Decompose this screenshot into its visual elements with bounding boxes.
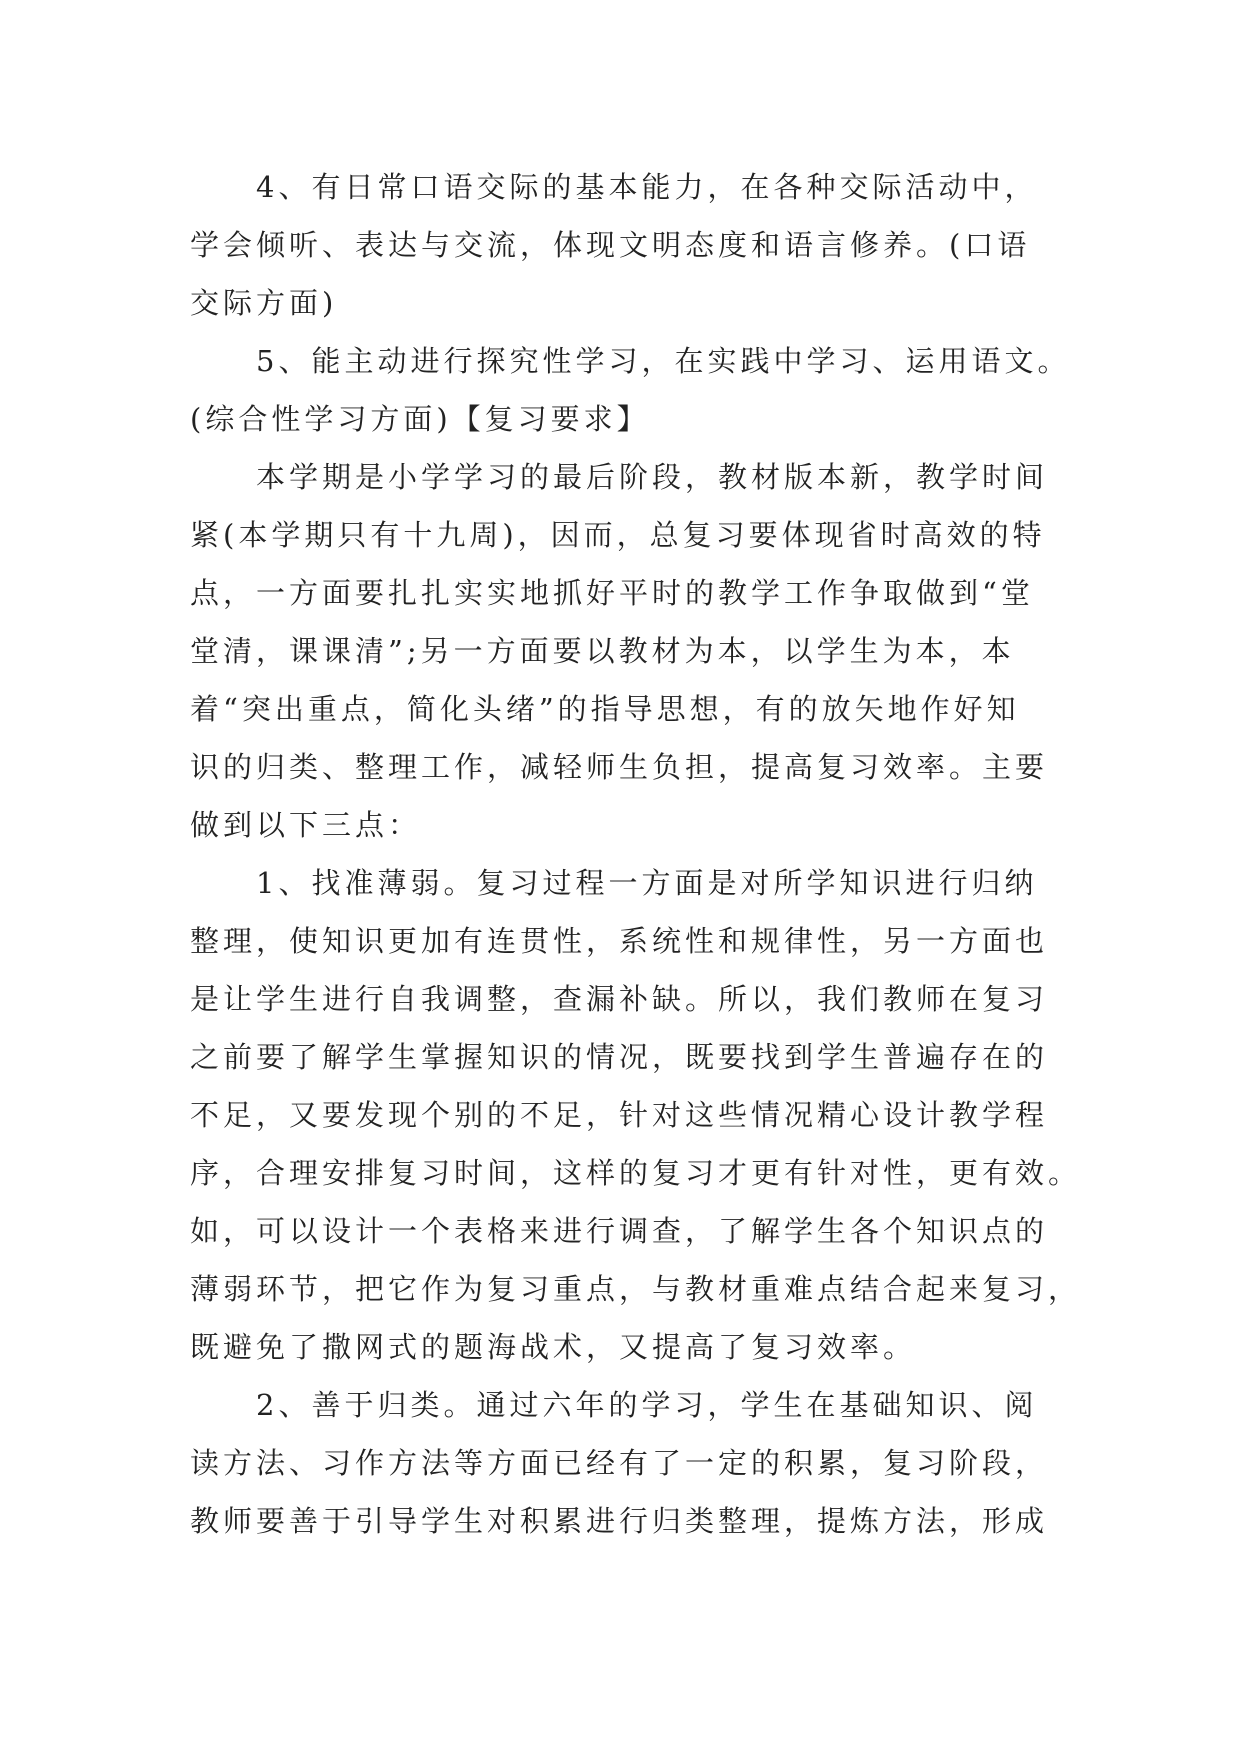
document-body (190, 158, 1082, 1550)
text-line: 如，可以设计一个表格来进行调查，了解学生各个知识点的 (190, 1214, 1049, 1248)
text-line: 既避免了撒网式的题海战术，又提高了复习效率。 (190, 1330, 917, 1364)
text-line: 序，合理安排复习时间，这样的复习才更有针对性，更有效。 (190, 1156, 1082, 1190)
text-line: 1、找准薄弱。复习过程一方面是对所学知识进行归纳 (190, 866, 1038, 900)
text-line: 教师要善于引导学生对积累进行归类整理，提炼方法，形成 (190, 1504, 1049, 1538)
text-line: 交际方面) (190, 286, 338, 320)
text-line: 着“突出重点，简化头绪”的指导思想，有的放矢地作好知 (190, 692, 1020, 726)
text-line: 4、有日常口语交际的基本能力，在各种交际活动中， (190, 170, 1038, 204)
text-line: 读方法、习作方法等方面已经有了一定的积累，复习阶段， (190, 1446, 1049, 1480)
text-line: 薄弱环节，把它作为复习重点，与教材重难点结合起来复习， (190, 1272, 1082, 1306)
text-line: 紧(本学期只有十九周)，因而，总复习要体现省时高效的特 (190, 518, 1046, 552)
text-line: 堂清，课课清”;另一方面要以教材为本，以学生为本，本 (190, 634, 1015, 668)
text-line: 5、能主动进行探究性学习，在实践中学习、运用语文。 (190, 344, 1071, 378)
text-line: (综合性学习方面)【复习要求】 (190, 402, 650, 436)
text-line: 做到以下三点： (190, 808, 422, 842)
text-line: 整理，使知识更加有连贯性，系统性和规律性，另一方面也 (190, 924, 1049, 958)
text-line: 本学期是小学学习的最后阶段，教材版本新，教学时间 (190, 460, 1049, 494)
text-line: 识的归类、整理工作，减轻师生负担，提高复习效率。主要 (190, 750, 1049, 784)
text-line: 点，一方面要扎扎实实地抓好平时的教学工作争取做到“堂 (190, 576, 1034, 610)
text-line: 2、善于归类。通过六年的学习，学生在基础知识、阅 (190, 1388, 1038, 1422)
text-line: 学会倾听、表达与交流，体现文明态度和语言修养。(口语 (190, 228, 1031, 262)
text-line: 不足，又要发现个别的不足，针对这些情况精心设计教学程 (190, 1098, 1049, 1132)
text-line: 之前要了解学生掌握知识的情况，既要找到学生普遍存在的 (190, 1040, 1049, 1074)
text-line: 是让学生进行自我调整，查漏补缺。所以，我们教师在复习 (190, 982, 1049, 1016)
